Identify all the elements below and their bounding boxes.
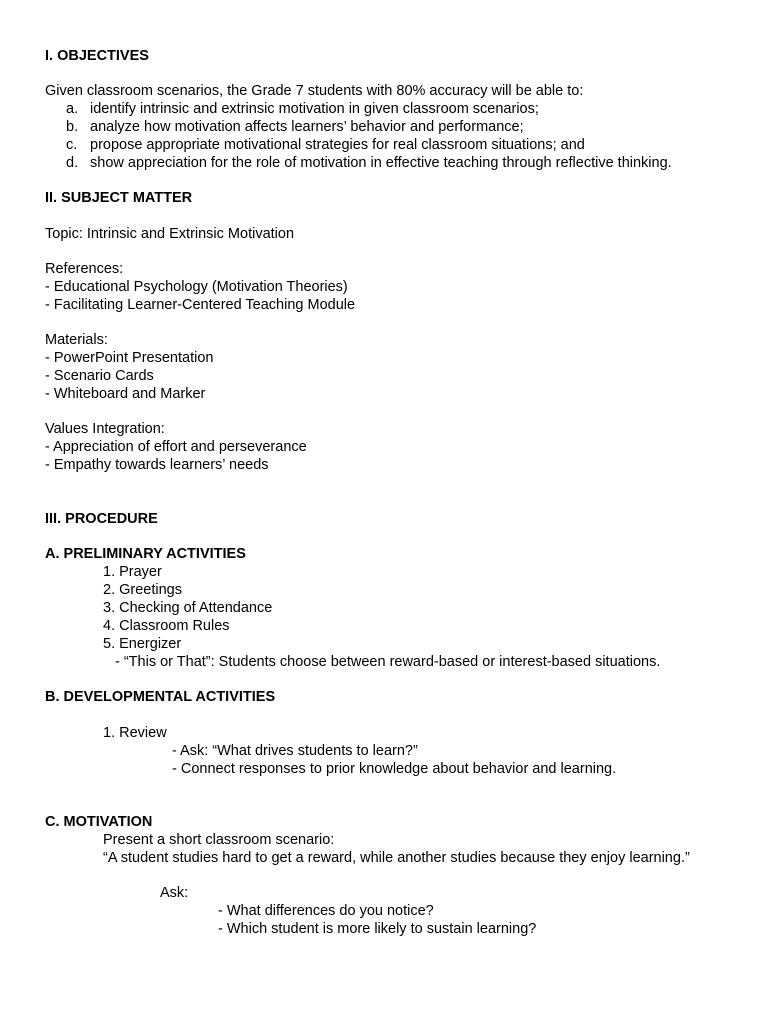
reference-item: - Educational Psychology (Motivation Theories) bbox=[45, 279, 348, 295]
ask-label: Ask: bbox=[160, 885, 189, 901]
preliminary-heading: A. PRELIMINARY ACTIVITIES bbox=[45, 546, 246, 562]
motivation-question: - What differences do you notice? bbox=[218, 903, 434, 919]
motivation-scenario: “A student studies hard to get a reward, while another studies because they enjoy learning.” bbox=[103, 850, 690, 866]
subject-matter-heading: II. SUBJECT MATTER bbox=[45, 190, 193, 206]
list-marker: c. bbox=[66, 137, 78, 153]
material-item: - Scenario Cards bbox=[45, 368, 154, 384]
objective-text: show appreciation for the role of motivation in effective teaching through reflective thinking. bbox=[90, 155, 672, 171]
preliminary-item: 2. Greetings bbox=[103, 582, 182, 598]
motivation-heading: C. MOTIVATION bbox=[45, 814, 153, 830]
values-label: Values Integration: bbox=[45, 421, 165, 437]
motivation-question: - Which student is more likely to sustain learning? bbox=[218, 921, 537, 937]
objective-text: identify intrinsic and extrinsic motivation in given classroom scenarios; bbox=[90, 101, 539, 117]
materials-label: Materials: bbox=[45, 332, 108, 348]
motivation-present: Present a short classroom scenario: bbox=[103, 832, 335, 848]
review-subitem: - Ask: “What drives students to learn?” bbox=[172, 743, 418, 759]
objectives-heading: I. OBJECTIVES bbox=[45, 48, 149, 64]
preliminary-item: 3. Checking of Attendance bbox=[103, 600, 273, 616]
list-marker: a. bbox=[66, 101, 79, 117]
objective-text: analyze how motivation affects learners’ behavior and performance; bbox=[90, 119, 524, 135]
list-marker: d. bbox=[66, 155, 79, 171]
preliminary-item: 5. Energizer bbox=[103, 636, 182, 652]
reference-item: - Facilitating Learner-Centered Teaching Module bbox=[45, 297, 356, 313]
list-marker: b. bbox=[66, 119, 79, 135]
value-item: - Empathy towards learners’ needs bbox=[45, 457, 269, 473]
energizer-note: - “This or That”: Students choose between reward-based or interest-based situations. bbox=[115, 654, 661, 670]
developmental-heading: B. DEVELOPMENTAL ACTIVITIES bbox=[45, 689, 276, 705]
objective-text: propose appropriate motivational strategies for real classroom situations; and bbox=[90, 137, 585, 153]
preliminary-item: 1. Prayer bbox=[103, 564, 162, 580]
procedure-heading: III. PROCEDURE bbox=[45, 511, 158, 527]
material-item: - Whiteboard and Marker bbox=[45, 386, 206, 402]
references-label: References: bbox=[45, 261, 124, 277]
review-item: 1. Review bbox=[103, 725, 167, 741]
review-subitem: - Connect responses to prior knowledge about behavior and learning. bbox=[172, 761, 617, 777]
preliminary-item: 4. Classroom Rules bbox=[103, 618, 230, 634]
value-item: - Appreciation of effort and perseverance bbox=[45, 439, 307, 455]
material-item: - PowerPoint Presentation bbox=[45, 350, 214, 366]
topic: Topic: Intrinsic and Extrinsic Motivation bbox=[45, 226, 295, 242]
objectives-intro: Given classroom scenarios, the Grade 7 students with 80% accuracy will be able to: bbox=[45, 83, 584, 99]
